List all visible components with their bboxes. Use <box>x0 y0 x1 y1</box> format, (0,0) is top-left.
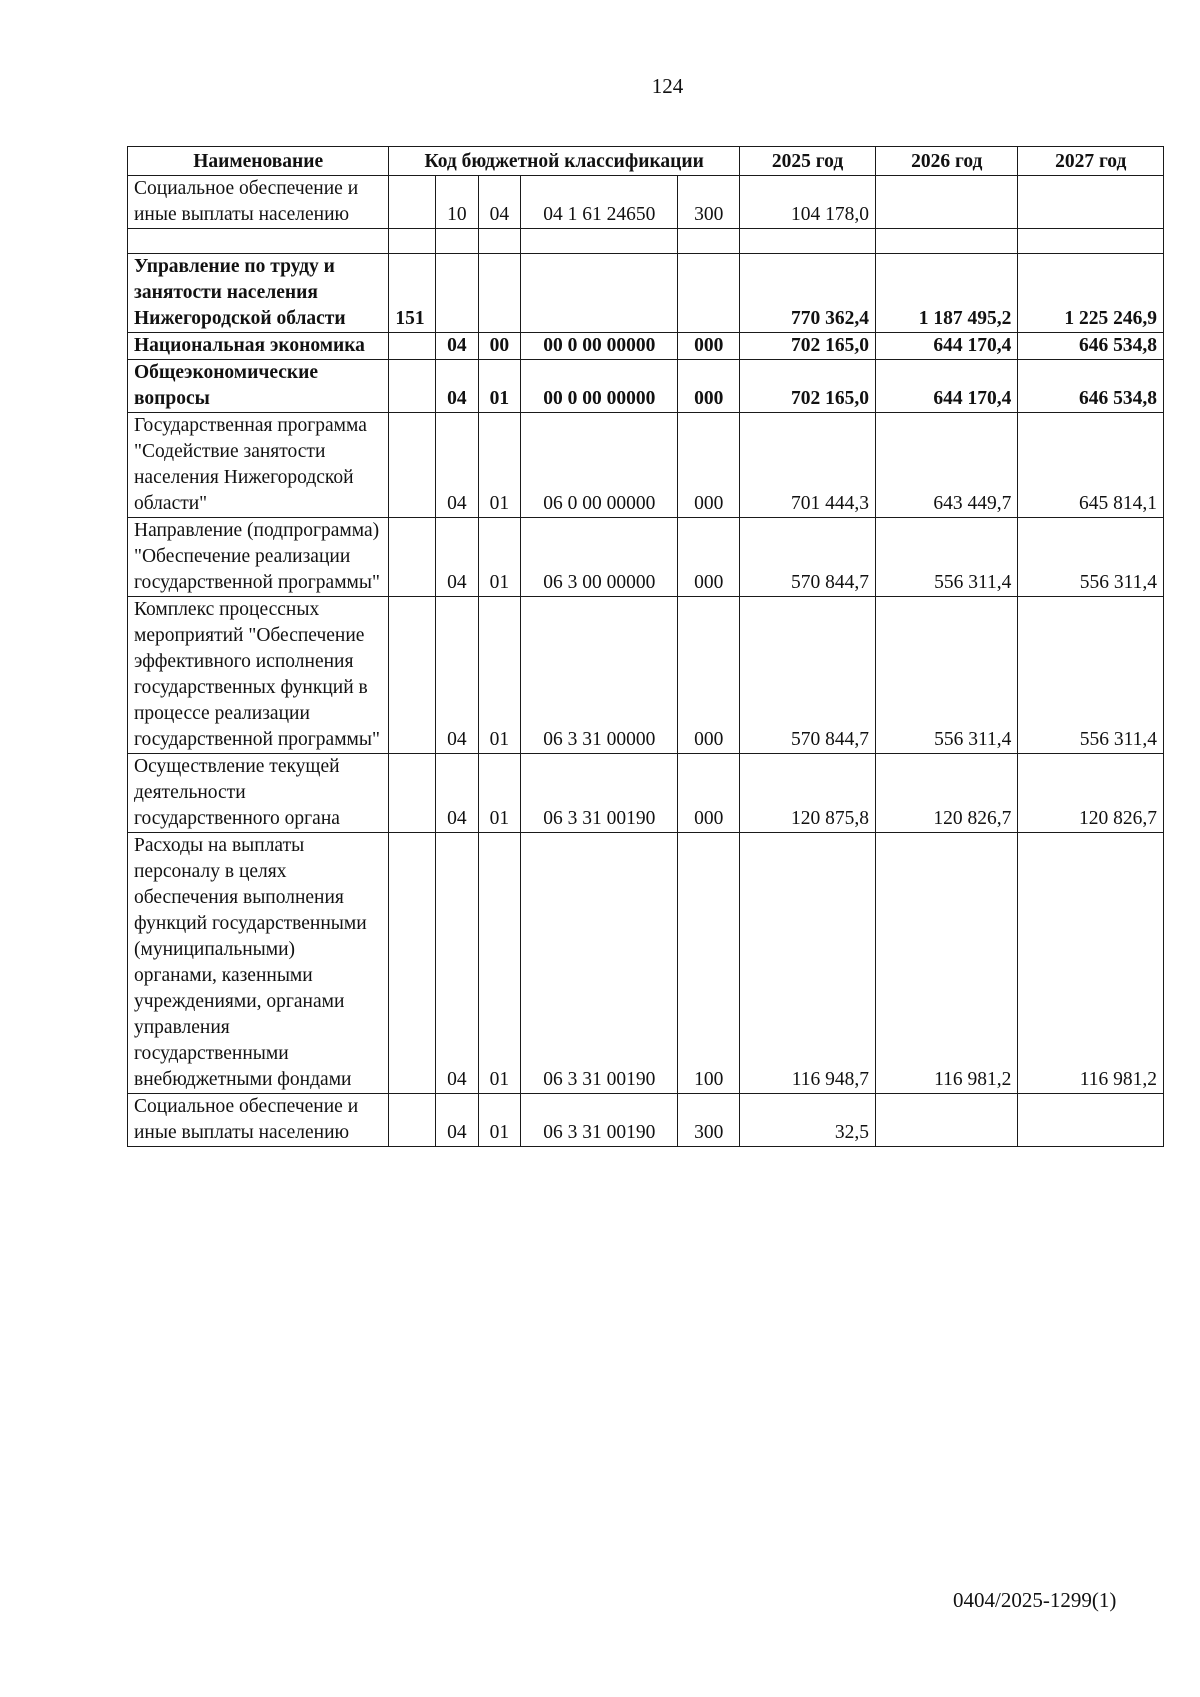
row-grbs <box>389 176 436 229</box>
header-name: Наименование <box>128 147 389 176</box>
row-rz: 04 <box>436 333 479 360</box>
row-csr: 06 0 00 00000 <box>521 413 678 518</box>
row-2027: 120 826,7 <box>1018 754 1164 833</box>
row-rz: 04 <box>436 413 479 518</box>
row-rz: 04 <box>436 833 479 1094</box>
row-name: Общеэкономические вопросы <box>128 360 389 413</box>
row-2025: 570 844,7 <box>740 597 876 754</box>
row-rz: 04 <box>436 597 479 754</box>
row-2025: 701 444,3 <box>740 413 876 518</box>
row-csr: 06 3 31 00190 <box>521 1094 678 1147</box>
row-grbs <box>389 754 436 833</box>
row-grbs <box>389 360 436 413</box>
row-2027: 116 981,2 <box>1018 833 1164 1094</box>
row-name: Направление (подпрограмма) "Обеспечение реализации государственной программы" <box>128 518 389 597</box>
row-2026 <box>876 229 1018 254</box>
row-vr: 000 <box>678 518 740 597</box>
row-pr <box>478 254 521 333</box>
document-number: 0404/2025-1299(1) <box>953 1588 1117 1612</box>
row-grbs <box>389 333 436 360</box>
row-pr <box>478 229 521 254</box>
table-row-empty <box>128 229 1164 254</box>
row-vr: 000 <box>678 333 740 360</box>
header-code: Код бюджетной классификации <box>389 147 740 176</box>
row-vr: 000 <box>678 754 740 833</box>
row-2027: 556 311,4 <box>1018 518 1164 597</box>
page-number: 124 <box>651 74 684 98</box>
row-2026: 556 311,4 <box>876 518 1018 597</box>
row-pr: 01 <box>478 413 521 518</box>
row-2025: 116 948,7 <box>740 833 876 1094</box>
row-grbs <box>389 597 436 754</box>
row-pr: 01 <box>478 518 521 597</box>
table-row <box>128 176 1164 229</box>
row-rz: 10 <box>436 176 479 229</box>
row-vr <box>678 254 740 333</box>
row-rz <box>436 254 479 333</box>
table-row <box>128 360 1164 413</box>
row-csr: 06 3 31 00190 <box>521 754 678 833</box>
table-row <box>128 254 1164 333</box>
row-rz: 04 <box>436 1094 479 1147</box>
row-2026 <box>876 176 1018 229</box>
row-grbs: 151 <box>389 254 436 333</box>
row-csr: 06 3 31 00000 <box>521 597 678 754</box>
row-2025: 702 165,0 <box>740 333 876 360</box>
row-name: Управление по труду и занятости населения Нижегородской области <box>128 254 389 333</box>
row-pr: 01 <box>478 597 521 754</box>
row-csr: 00 0 00 00000 <box>521 360 678 413</box>
row-2027: 646 534,8 <box>1018 360 1164 413</box>
row-vr: 100 <box>678 833 740 1094</box>
row-pr: 01 <box>478 754 521 833</box>
row-2025 <box>740 229 876 254</box>
row-rz: 04 <box>436 360 479 413</box>
row-rz: 04 <box>436 754 479 833</box>
table-row <box>128 833 1164 1094</box>
table-row <box>128 518 1164 597</box>
row-2025: 32,5 <box>740 1094 876 1147</box>
row-2027 <box>1018 229 1164 254</box>
row-rz: 04 <box>436 518 479 597</box>
row-name: Социальное обеспечение и иные выплаты населению <box>128 1094 389 1147</box>
row-2027: 1 225 246,9 <box>1018 254 1164 333</box>
header-2026: 2026 год <box>876 147 1018 176</box>
row-vr: 000 <box>678 413 740 518</box>
row-2027 <box>1018 1094 1164 1147</box>
table-row <box>128 597 1164 754</box>
row-2026: 1 187 495,2 <box>876 254 1018 333</box>
row-name: Национальная экономика <box>128 333 389 360</box>
row-rz <box>436 229 479 254</box>
table-row <box>128 413 1164 518</box>
row-2025: 702 165,0 <box>740 360 876 413</box>
row-2027: 556 311,4 <box>1018 597 1164 754</box>
row-2026: 644 170,4 <box>876 333 1018 360</box>
row-pr: 00 <box>478 333 521 360</box>
row-name: Комплекс процессных мероприятий "Обеспечение эффективного исполнения государственных функций в процессе реализации государственной программы" <box>128 597 389 754</box>
header-2025: 2025 год <box>740 147 876 176</box>
row-2025: 104 178,0 <box>740 176 876 229</box>
row-csr <box>521 229 678 254</box>
budget-table <box>127 146 1164 1147</box>
row-grbs <box>389 1094 436 1147</box>
row-2027: 646 534,8 <box>1018 333 1164 360</box>
row-2027: 645 814,1 <box>1018 413 1164 518</box>
row-csr: 00 0 00 00000 <box>521 333 678 360</box>
row-2027 <box>1018 176 1164 229</box>
row-pr: 01 <box>478 1094 521 1147</box>
row-vr: 300 <box>678 1094 740 1147</box>
row-name <box>128 229 389 254</box>
row-csr: 04 1 61 24650 <box>521 176 678 229</box>
row-grbs <box>389 229 436 254</box>
row-2026: 120 826,7 <box>876 754 1018 833</box>
row-2026 <box>876 1094 1018 1147</box>
row-2025: 770 362,4 <box>740 254 876 333</box>
row-grbs <box>389 413 436 518</box>
table-row <box>128 1094 1164 1147</box>
row-csr <box>521 254 678 333</box>
row-grbs <box>389 833 436 1094</box>
row-pr: 01 <box>478 833 521 1094</box>
table-row <box>128 754 1164 833</box>
row-vr: 300 <box>678 176 740 229</box>
row-csr: 06 3 31 00190 <box>521 833 678 1094</box>
row-2025: 120 875,8 <box>740 754 876 833</box>
row-pr: 04 <box>478 176 521 229</box>
row-pr: 01 <box>478 360 521 413</box>
row-name: Расходы на выплаты персоналу в целях обеспечения выполнения функций государственными (муниципальными) органами, казенными учреждениями, органами управления государственными внебюджетными фондами <box>128 833 389 1094</box>
row-2025: 570 844,7 <box>740 518 876 597</box>
row-vr: 000 <box>678 597 740 754</box>
header-row <box>128 147 1164 176</box>
row-2026: 116 981,2 <box>876 833 1018 1094</box>
row-2026: 643 449,7 <box>876 413 1018 518</box>
row-grbs <box>389 518 436 597</box>
row-name: Осуществление текущей деятельности государственного органа <box>128 754 389 833</box>
row-2026: 644 170,4 <box>876 360 1018 413</box>
row-csr: 06 3 00 00000 <box>521 518 678 597</box>
row-vr <box>678 229 740 254</box>
row-vr: 000 <box>678 360 740 413</box>
table-row <box>128 333 1164 360</box>
header-2027: 2027 год <box>1018 147 1164 176</box>
row-name: Социальное обеспечение и иные выплаты населению <box>128 176 389 229</box>
row-2026: 556 311,4 <box>876 597 1018 754</box>
row-name: Государственная программа "Содействие занятости населения Нижегородской области" <box>128 413 389 518</box>
